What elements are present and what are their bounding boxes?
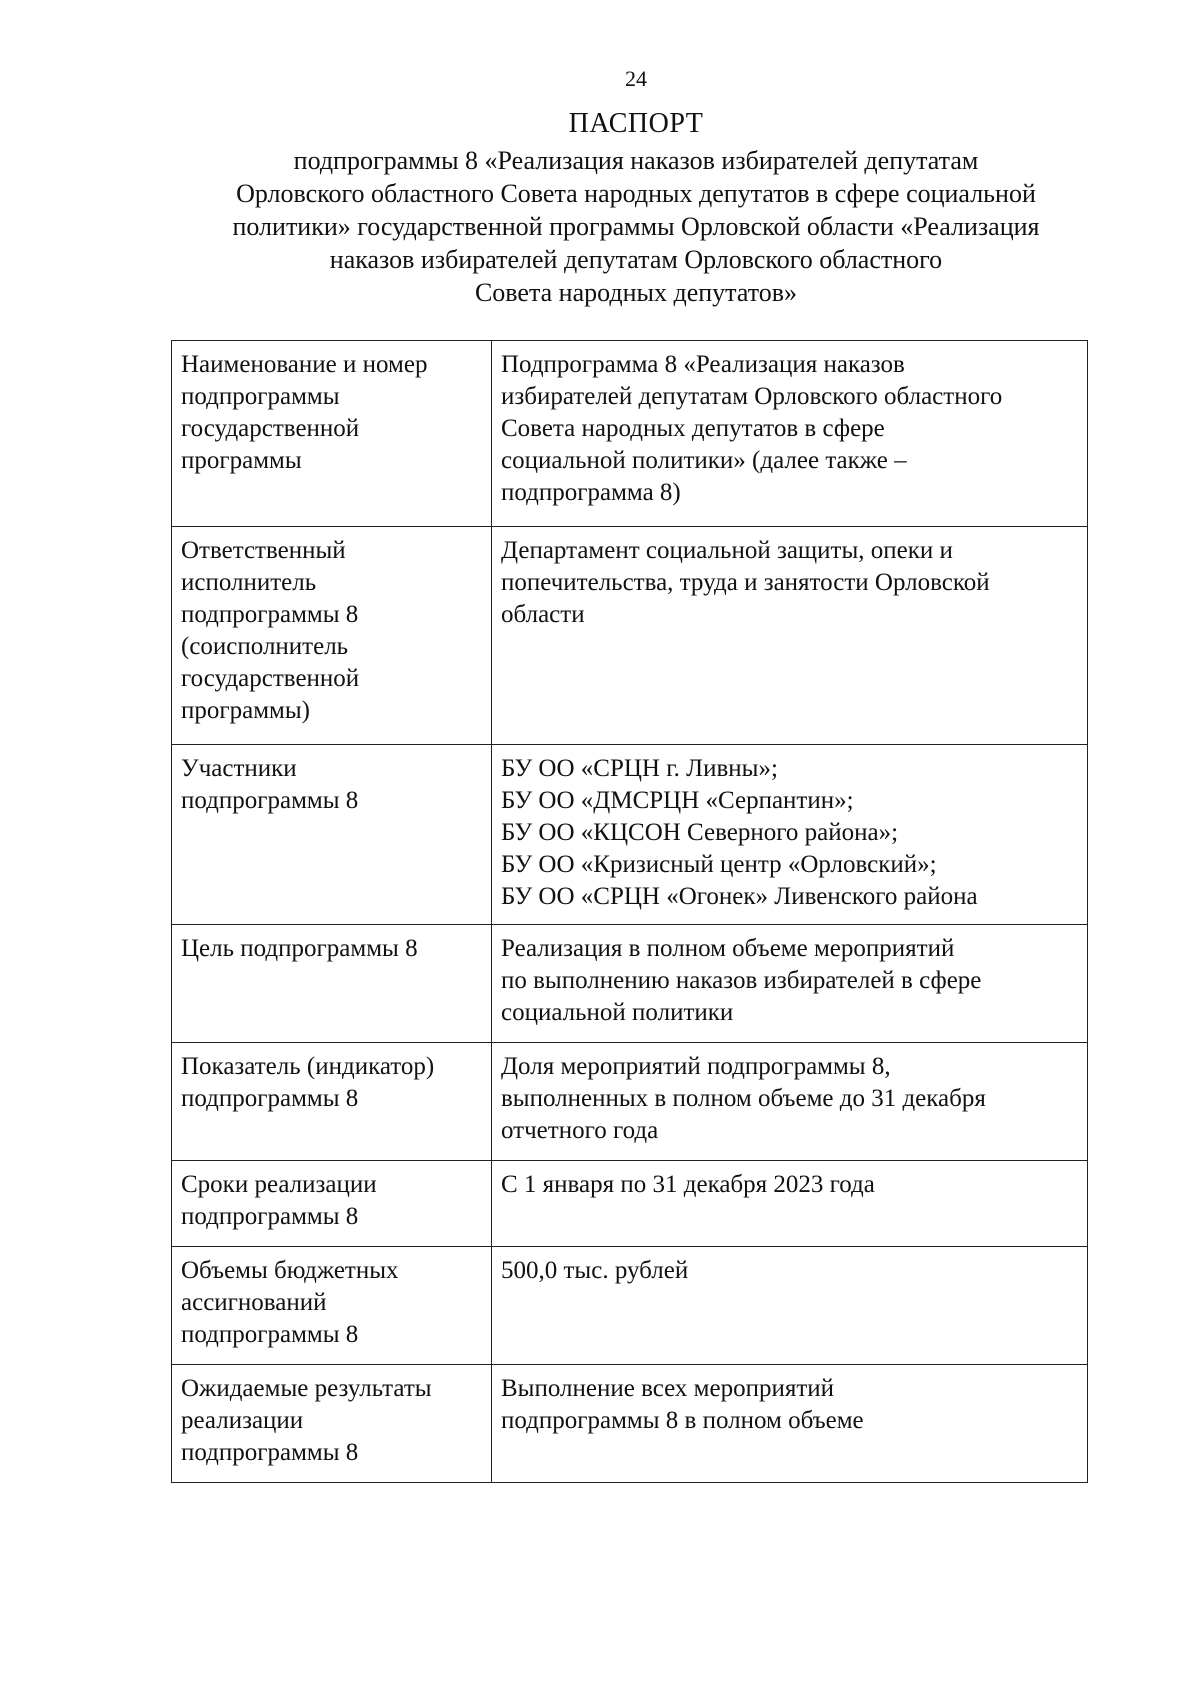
cell-line: исполнитель	[181, 569, 317, 596]
cell-line: подпрограммы 8	[181, 1321, 359, 1348]
cell-line: 500,0 тыс. рублей	[501, 1257, 689, 1284]
cell-line: Наименование и номер	[181, 351, 428, 378]
cell-line: социальной политики	[501, 999, 734, 1026]
row-value-cell	[492, 341, 1088, 527]
cell-line: программы)	[181, 697, 310, 724]
table-row	[172, 1365, 1088, 1483]
cell-line: ассигнований	[181, 1289, 327, 1316]
cell-line: БУ ОО «СРЦН г. Ливны»;	[501, 755, 778, 782]
row-label-cell	[172, 1161, 492, 1247]
cell-line: Ответственный	[181, 537, 346, 564]
cell-line: государственной	[181, 415, 360, 442]
cell-line: по выполнению наказов избирателей в сфере	[501, 967, 982, 994]
document-title: ПАСПОРТ	[568, 108, 704, 139]
cell-line: Выполнение всех мероприятий	[501, 1375, 835, 1402]
cell-line: Департамент социальной защиты, опеки и	[501, 537, 953, 564]
row-value-cell	[492, 527, 1088, 745]
cell-line: Участники	[181, 755, 297, 782]
cell-line: подпрограммы 8	[181, 787, 359, 814]
cell-line: БУ ОО «СРЦН «Огонек» Ливенского района	[501, 883, 978, 910]
cell-line: подпрограмма 8)	[501, 479, 681, 506]
cell-line: Ожидаемые результаты	[181, 1375, 432, 1402]
cell-line: Доля мероприятий подпрограммы 8,	[501, 1053, 891, 1080]
cell-line: Подпрограмма 8 «Реализация наказов	[501, 351, 905, 378]
row-value-cell	[492, 1247, 1088, 1365]
table-row	[172, 527, 1088, 745]
cell-line: попечительства, труда и занятости Орловской	[501, 569, 990, 596]
page-number: 24	[625, 66, 647, 91]
cell-line: Показатель (индикатор)	[181, 1053, 435, 1080]
cell-line: реализации	[181, 1407, 304, 1434]
cell-line: подпрограммы 8	[181, 1439, 359, 1466]
cell-line: выполненных в полном объеме до 31 декабря	[501, 1085, 986, 1112]
row-value-cell	[492, 1043, 1088, 1161]
cell-line: подпрограммы	[181, 383, 340, 410]
cell-line: отчетного года	[501, 1117, 659, 1144]
cell-line: БУ ОО «Кризисный центр «Орловский»;	[501, 851, 937, 878]
row-label-cell	[172, 527, 492, 745]
subtitle-line: политики» государственной программы Орловской области «Реализация	[232, 212, 1040, 241]
table-row	[172, 1161, 1088, 1247]
row-value-cell	[492, 1161, 1088, 1247]
row-value-cell	[492, 925, 1088, 1043]
cell-line: Реализация в полном объеме мероприятий	[501, 935, 955, 962]
row-value-cell	[492, 745, 1088, 925]
row-label-cell	[172, 341, 492, 527]
table-row	[172, 1043, 1088, 1161]
subtitle-line: Совета народных депутатов»	[474, 278, 798, 307]
passport-table	[171, 340, 1088, 1483]
table-row	[172, 745, 1088, 925]
cell-line: С 1 января по 31 декабря 2023 года	[501, 1171, 875, 1198]
row-label-cell	[172, 1043, 492, 1161]
cell-line: программы	[181, 447, 302, 474]
cell-line: подпрограммы 8	[181, 1085, 359, 1112]
cell-line: БУ ОО «ДМСРЦН «Серпантин»;	[501, 787, 854, 814]
cell-line: избирателей депутатам Орловского областного	[501, 383, 1003, 410]
cell-line: государственной	[181, 665, 360, 692]
subtitle-line: Орловского областного Совета народных депутатов в сфере социальной	[236, 179, 1036, 208]
cell-line: Сроки реализации	[181, 1171, 377, 1198]
cell-line: Цель подпрограммы 8	[181, 935, 418, 962]
cell-line: подпрограммы 8	[181, 1203, 359, 1230]
row-label-cell	[172, 1365, 492, 1483]
row-label-cell	[172, 1247, 492, 1365]
cell-line: социальной политики» (далее также –	[501, 447, 907, 474]
row-label-cell	[172, 925, 492, 1043]
subtitle-line: наказов избирателей депутатам Орловского областного	[329, 245, 943, 274]
table-row	[172, 925, 1088, 1043]
cell-line: области	[501, 601, 585, 628]
row-value-cell	[492, 1365, 1088, 1483]
cell-line: подпрограммы 8	[181, 601, 359, 628]
subtitle-line: подпрограммы 8 «Реализация наказов избирателей депутатам	[293, 146, 979, 175]
row-label-cell	[172, 745, 492, 925]
cell-line: подпрограммы 8 в полном объеме	[501, 1407, 864, 1434]
document-subtitle	[180, 144, 1092, 309]
cell-line: (соисполнитель	[181, 633, 349, 660]
cell-line: Совета народных депутатов в сфере	[501, 415, 885, 442]
table-row	[172, 1247, 1088, 1365]
table-row	[172, 341, 1088, 527]
cell-line: Объемы бюджетных	[181, 1257, 399, 1284]
cell-line: БУ ОО «КЦСОН Северного района»;	[501, 819, 899, 846]
